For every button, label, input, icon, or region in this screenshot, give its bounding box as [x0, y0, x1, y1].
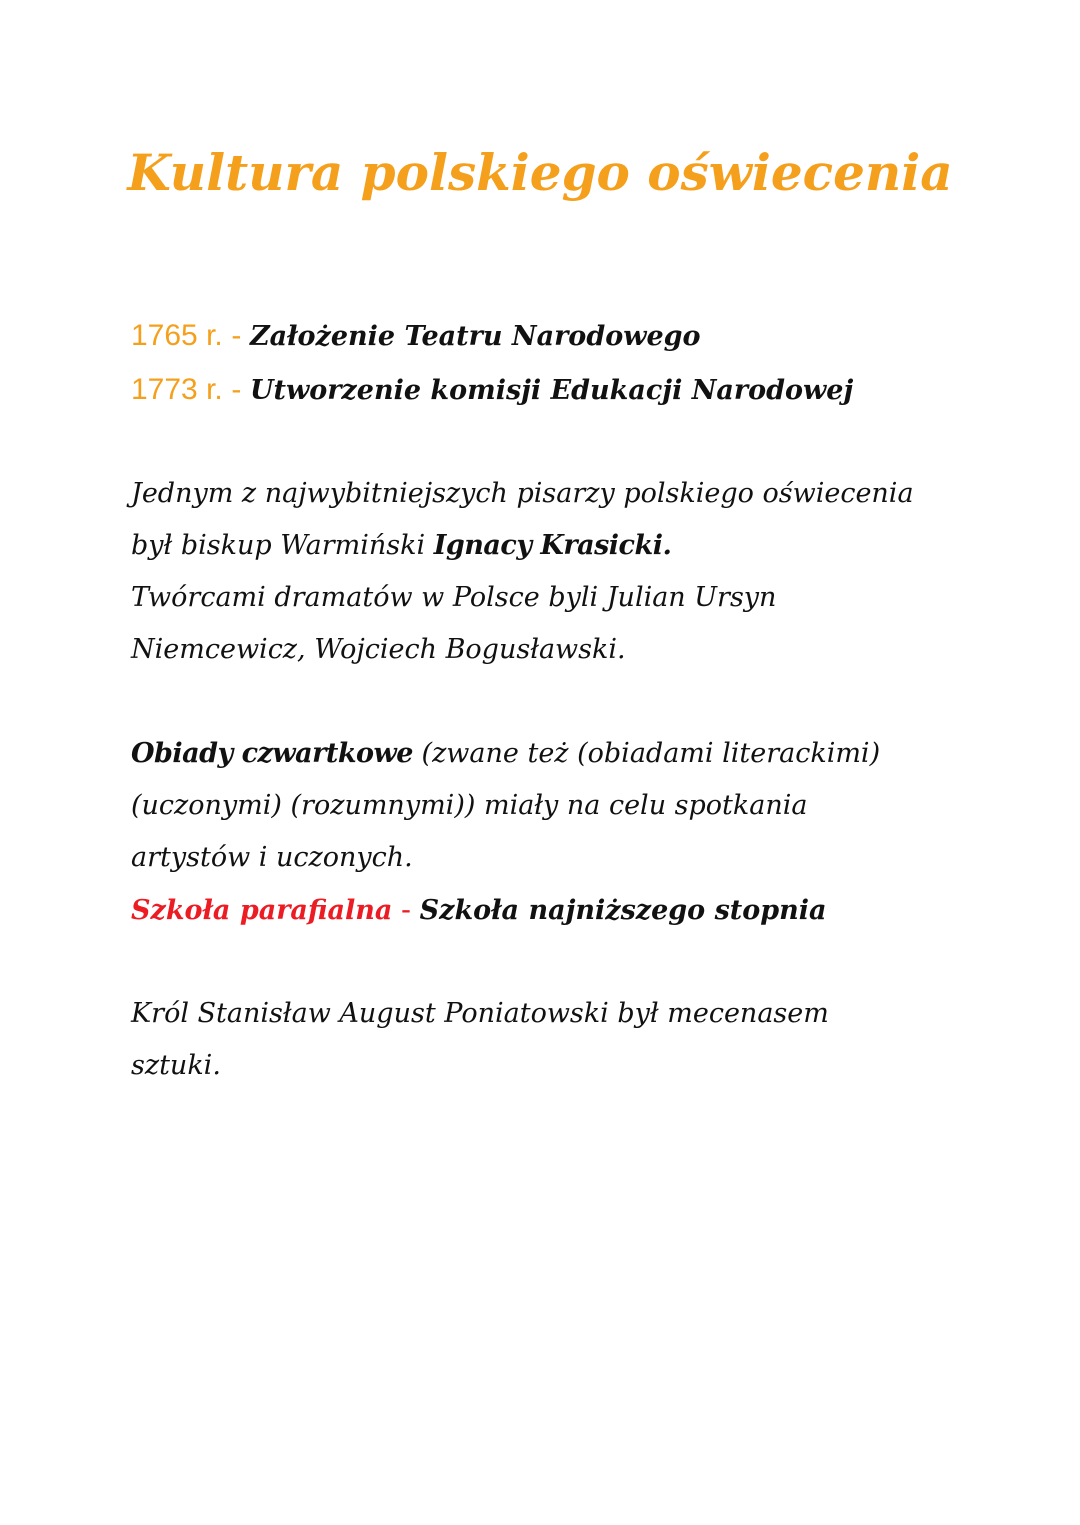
- school-definition-text: Szkoła najniższego stopnia: [419, 895, 827, 926]
- dinners-term: Obiady czwartkowe: [131, 738, 413, 769]
- writers-paragraph-line: [131, 526, 671, 566]
- king-paragraph-line: sztuki.: [131, 1050, 221, 1081]
- school-separator: -: [401, 893, 412, 926]
- timeline-item: [131, 316, 701, 357]
- dinners-text: (zwane też (obiadami literackimi): [412, 738, 881, 769]
- dinners-paragraph-line: artystów i uczonych.: [131, 842, 413, 873]
- writers-paragraph-line: Jednym z najwybitniejszych pisarzy polskiego oświecenia: [131, 478, 914, 509]
- school-term: Szkoła parafialna: [131, 895, 393, 926]
- timeline-event: Założenie Teatru Narodowego: [249, 321, 701, 352]
- writers-paragraph-line: Twórcami dramatów w Polsce byli Julian Ursyn: [131, 582, 777, 613]
- dinners-paragraph-line: [131, 734, 880, 774]
- writer-name: Ignacy Krasicki.: [433, 530, 672, 561]
- writers-text: był biskup Warmiński: [131, 530, 434, 561]
- king-paragraph-line: Król Stanisław August Poniatowski był mecenasem: [131, 998, 829, 1029]
- timeline-date: 1773 r.: [131, 373, 223, 406]
- timeline-item: [131, 370, 853, 411]
- writers-paragraph-line: Niemcewicz, Wojciech Bogusławski.: [131, 634, 626, 665]
- dinners-paragraph-line: (uczonymi) (rozumnymi)) miały na celu spotkania: [131, 790, 808, 821]
- timeline-event: Utworzenie komisji Edukacji Narodowej: [249, 375, 854, 406]
- timeline-separator: -: [231, 373, 242, 406]
- page-title: Kultura polskiego oświecenia: [127, 143, 953, 202]
- school-definition: [131, 890, 827, 931]
- timeline-date: 1765 r.: [131, 319, 223, 352]
- timeline-separator: -: [231, 319, 242, 352]
